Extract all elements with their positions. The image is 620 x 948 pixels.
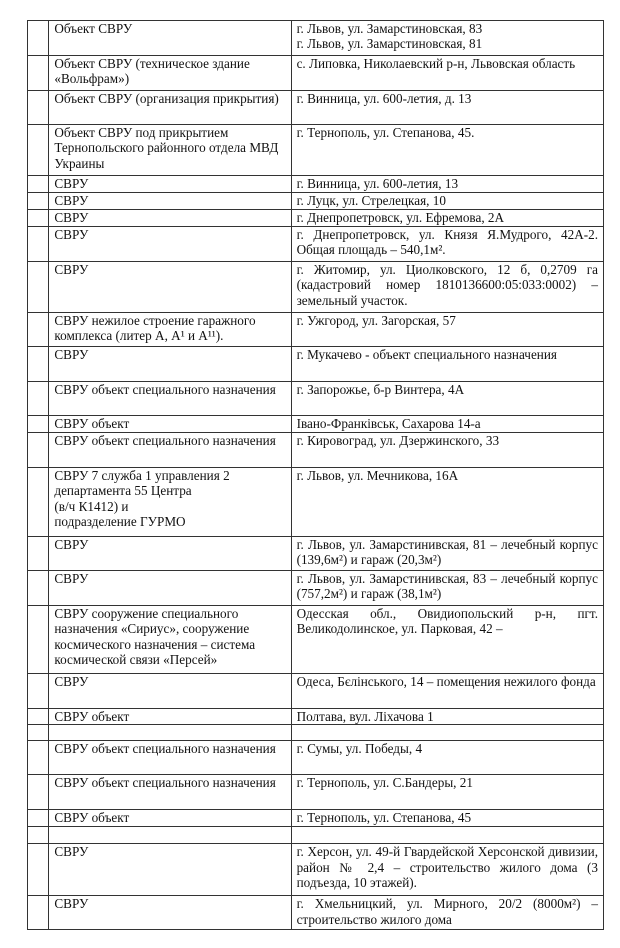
facilities-table: [27, 20, 604, 930]
object-text: СВРУ объект специального назначения: [54, 775, 276, 791]
table-row: [28, 193, 604, 210]
table-body: [28, 21, 604, 930]
row-number-cell: [28, 606, 49, 674]
table-row: [28, 537, 604, 571]
address-text: г. Днепропетровск, ул. Князя Я.Мудрого, 42А-2. Общая площадь – 540,1м².: [296, 227, 598, 258]
table-row: [28, 741, 604, 775]
table-row: [28, 313, 604, 347]
object-cell: [49, 262, 291, 313]
table-row: [28, 606, 604, 674]
address-cell: [291, 896, 603, 930]
row-number-cell: [28, 896, 49, 930]
object-text: СВРУ сооружение специального назначения «Сириус», сооружение космического назначения – система космической связи «Персей»: [54, 606, 256, 667]
table-row: [28, 416, 604, 433]
object-text: СВРУ: [54, 210, 89, 225]
object-cell: [49, 193, 291, 210]
object-cell: [49, 571, 291, 606]
address-cell: [291, 193, 603, 210]
address-text: г. Хмельницкий, ул. Мирного, 20/2 (8000м²) – строительство жилого дома: [296, 896, 598, 927]
row-number-cell: [28, 91, 49, 125]
address-cell: [291, 674, 603, 709]
address-text: г. Луцк, ул. Стрелецкая, 10: [296, 193, 446, 208]
table-row: [28, 468, 604, 537]
object-text: СВРУ: [54, 571, 89, 586]
table-row: [28, 347, 604, 382]
row-number-cell: [28, 416, 49, 433]
address-text: г. Львов, ул. Мечникова, 16А: [296, 468, 459, 483]
address-text: г. Днепропетровск, ул. Ефремова, 2А: [296, 210, 505, 225]
address-text: г. Винница, ул. 600-летия, д. 13: [296, 91, 472, 106]
address-text: Івано-Франківськ, Сахарова 14-а: [296, 416, 481, 431]
address-text: г. Кировоград, ул. Дзержинского, 33: [296, 433, 500, 448]
object-cell: [49, 125, 291, 176]
row-number-cell: [28, 433, 49, 468]
table-row: [28, 227, 604, 262]
object-text: СВРУ 7 служба 1 управления 2 департамента 55 Центра (в/ч К1412) и подразделение ГУРМО: [54, 468, 230, 529]
object-cell: [49, 313, 291, 347]
address-cell: [291, 741, 603, 775]
table-row: [28, 844, 604, 896]
address-cell: [291, 382, 603, 416]
table-row: [28, 125, 604, 176]
object-text: СВРУ: [54, 674, 89, 689]
table-row: [28, 571, 604, 606]
row-number-cell: [28, 571, 49, 606]
address-cell: [291, 227, 603, 262]
address-cell: [291, 709, 603, 725]
row-number-cell: [28, 262, 49, 313]
object-cell: [49, 844, 291, 896]
object-cell: [49, 210, 291, 227]
object-cell: [49, 347, 291, 382]
address-cell: [291, 347, 603, 382]
object-cell: [49, 227, 291, 262]
object-cell: [49, 775, 291, 810]
address-text: г. Винница, ул. 600-летия, 13: [296, 176, 459, 191]
address-cell: [291, 537, 603, 571]
row-number-cell: [28, 468, 49, 537]
object-text: СВРУ: [54, 347, 89, 362]
table-row: [28, 896, 604, 930]
address-cell: [291, 91, 603, 125]
object-text: СВРУ объект специального назначения: [54, 741, 276, 757]
object-text: СВРУ: [54, 193, 89, 208]
table-row: [28, 709, 604, 725]
table-row: [28, 674, 604, 709]
object-text: СВРУ объект: [54, 709, 130, 724]
object-text: СВРУ объект специального назначения: [54, 433, 276, 448]
address-cell: [291, 56, 603, 91]
table-row: [28, 176, 604, 193]
object-cell: [49, 741, 291, 775]
address-text: г. Тернополь, ул. Степанова, 45.: [296, 125, 475, 140]
table-row: [28, 21, 604, 56]
row-number-cell: [28, 21, 49, 56]
address-text: г. Запорожье, б-р Винтера, 4А: [296, 382, 465, 397]
address-text: г. Мукачево - объект специального назначения: [296, 347, 557, 362]
object-cell: [49, 725, 291, 741]
row-number-cell: [28, 193, 49, 210]
table-row: [28, 810, 604, 827]
address-text: с. Липовка, Николаевский р-н, Львовская область: [296, 56, 576, 71]
address-text: Одесская обл., Овидиопольский р-н, пгт. Великодолинское, ул. Парковая, 42 –: [296, 606, 598, 637]
object-cell: [49, 606, 291, 674]
address-cell: [291, 313, 603, 347]
row-number-cell: [28, 775, 49, 810]
address-cell: [291, 176, 603, 193]
address-text: Одеса, Бєлінського, 14 – помещения нежилого фонда: [296, 674, 596, 689]
object-cell: [49, 896, 291, 930]
address-cell: [291, 606, 603, 674]
table-row: [28, 775, 604, 810]
row-number-cell: [28, 844, 49, 896]
row-number-cell: [28, 741, 49, 775]
table-row: [28, 433, 604, 468]
address-text: г. Тернополь, ул. С.Бандеры, 21: [296, 775, 473, 791]
object-cell: [49, 416, 291, 433]
address-cell: [291, 571, 603, 606]
object-cell: [49, 709, 291, 725]
address-cell: [291, 416, 603, 433]
object-cell: [49, 537, 291, 571]
address-text: г. Львов, ул. Замарстиновская, 83 г. Львов, ул. Замарстиновская, 81: [296, 21, 483, 52]
row-number-cell: [28, 827, 49, 844]
object-text: СВРУ объект: [54, 810, 130, 826]
object-text: СВРУ: [54, 262, 89, 277]
object-cell: [49, 433, 291, 468]
table-row: [28, 382, 604, 416]
address-cell: [291, 810, 603, 827]
object-text: Объект СВРУ под прикрытием Тернопольского районного отдела МВД Украины: [54, 125, 279, 171]
row-number-cell: [28, 382, 49, 416]
row-number-cell: [28, 674, 49, 709]
address-cell: [291, 433, 603, 468]
object-cell: [49, 382, 291, 416]
address-text: г. Сумы, ул. Победы, 4: [296, 741, 423, 757]
object-text: СВРУ: [54, 537, 89, 552]
address-text: г. Львов, ул. Замарстинивская, 83 – лечебный корпус (757,2м²) и гараж (38,1м²): [296, 571, 598, 602]
row-number-cell: [28, 709, 49, 725]
object-text: Объект СВРУ (организация прикрытия): [54, 91, 279, 106]
object-cell: [49, 810, 291, 827]
address-cell: [291, 262, 603, 313]
address-text: г. Херсон, ул. 49-й Гвардейской Херсонской дивизии, район № 2,4 – строительство жилого дома (3 подъезда, 10 этажей).: [296, 844, 598, 890]
object-text: Объект СВРУ: [54, 21, 133, 36]
object-text: СВРУ нежилое строение гаражного комплекса (литер А, А¹ и А¹¹).: [54, 313, 256, 344]
object-text: СВРУ объект: [54, 416, 130, 431]
table-row: [28, 725, 604, 741]
table-row: [28, 56, 604, 91]
row-number-cell: [28, 725, 49, 741]
row-number-cell: [28, 56, 49, 91]
object-text: Объект СВРУ (техническое здание «Вольфрам»): [54, 56, 250, 87]
object-cell: [49, 91, 291, 125]
address-cell: [291, 775, 603, 810]
address-cell: [291, 468, 603, 537]
table-row: [28, 91, 604, 125]
object-text: СВРУ объект специального назначения: [54, 382, 276, 397]
object-text: СВРУ: [54, 227, 89, 242]
address-cell: [291, 827, 603, 844]
row-number-cell: [28, 210, 49, 227]
row-number-cell: [28, 176, 49, 193]
address-cell: [291, 725, 603, 741]
object-cell: [49, 21, 291, 56]
object-cell: [49, 674, 291, 709]
row-number-cell: [28, 227, 49, 262]
object-cell: [49, 56, 291, 91]
table-row: [28, 827, 604, 844]
address-text: г. Ужгород, ул. Загорская, 57: [296, 313, 456, 328]
row-number-cell: [28, 810, 49, 827]
table-row: [28, 262, 604, 313]
table-row: [28, 210, 604, 227]
address-text: г. Львов, ул. Замарстинивская, 81 – лечебный корпус (139,6м²) и гараж (20,3м²): [296, 537, 598, 568]
address-text: Полтава, вул. Ліхачова 1: [296, 709, 434, 724]
address-cell: [291, 844, 603, 896]
object-cell: [49, 827, 291, 844]
object-cell: [49, 176, 291, 193]
row-number-cell: [28, 537, 49, 571]
row-number-cell: [28, 125, 49, 176]
object-cell: [49, 468, 291, 537]
address-text: г. Тернополь, ул. Степанова, 45: [296, 810, 472, 826]
row-number-cell: [28, 347, 49, 382]
row-number-cell: [28, 313, 49, 347]
object-text: СВРУ: [54, 896, 89, 912]
address-cell: [291, 210, 603, 227]
address-cell: [291, 125, 603, 176]
address-text: г. Житомир, ул. Циолковского, 12 б, 0,2709 га (кадастровий номер 1810136600:05:033:0002) – земельный участок.: [296, 262, 598, 308]
object-text: СВРУ: [54, 844, 89, 860]
object-text: СВРУ: [54, 176, 89, 191]
address-cell: [291, 21, 603, 56]
